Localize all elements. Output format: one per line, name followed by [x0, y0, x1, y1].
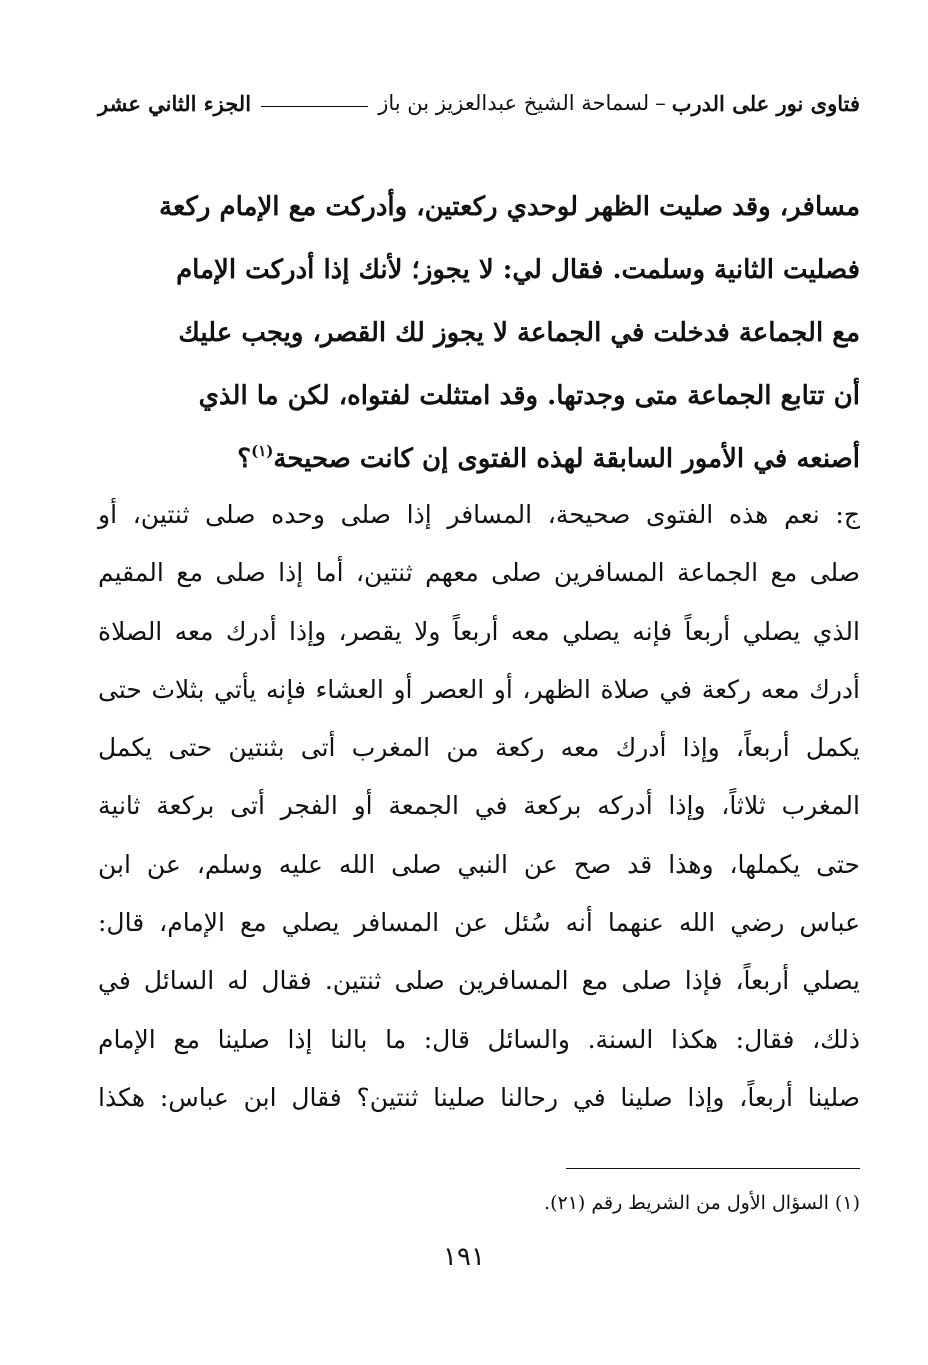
answer-text — [98, 486, 860, 1127]
answer-line: عباس رضي الله عنهما أنه سُئل عن المسافر يصلي مع الإمام، قال: — [98, 908, 860, 938]
question-last-line — [98, 428, 860, 491]
footnote: (١) السؤال الأول من الشريط رقم (٢١). — [544, 1192, 860, 1214]
question-line: مع الجماعة فدخلت في الجماعة لا يجوز لك القصر، ويجب عليك — [178, 318, 860, 348]
running-header — [98, 86, 860, 120]
page-number: ١٩١ — [443, 1242, 485, 1272]
question-line: مسافر، وقد صليت الظهر لوحدي ركعتين، وأدركت مع الإمام ركعة — [159, 192, 860, 222]
answer-line: الذي يصلي أربعاً فإنه يصلي معه أربعاً ولا يقصر، وإذا أدرك معه الصلاة — [98, 616, 860, 646]
author-name: لسماحة الشيخ عبدالعزيز بن باز — [378, 91, 650, 115]
volume-label: الجزء الثاني عشر — [98, 90, 252, 116]
answer-line: ذلك، فقال: هكذا السنة. والسائل قال: ما بالنا إذا صلينا مع الإمام — [98, 1024, 860, 1054]
answer-line: أدرك معه ركعة في صلاة الظهر، أو العصر أو العشاء فإنه يأتي بثلاث حتى — [98, 674, 860, 704]
answer-line: ج: نعم هذه الفتوى صحيحة، المسافر إذا صلى وحده صلى ثنتين، أو — [98, 500, 860, 529]
question-line-text: أصنعه في الأمور السابقة لهذه الفتوى إن كانت صحيحة — [273, 444, 860, 474]
book-title: فتاوى نور على الدرب — [671, 90, 860, 116]
answer-line: حتى يكملها، وهذا قد صح عن النبي صلى الله عليه وسلم، عن ابن — [98, 849, 860, 879]
footnote-reference: (١) — [251, 442, 274, 460]
answer-line: صلى مع الجماعة المسافرين صلى معهم ثنتين، أما إذا صلى مع المقيم — [98, 558, 860, 588]
question-line: أن تتابع الجماعة متى وجدتها. وقد امتثلت لفتواه، لكن ما الذي — [198, 381, 860, 411]
question-line: فصليت الثانية وسلمت. فقال لي: لا يجوز؛ لأنك إذا أدركت الإمام — [176, 255, 860, 285]
title-separator: – — [655, 91, 666, 115]
footnote-divider — [566, 1168, 860, 1169]
question-text — [98, 176, 860, 491]
answer-line: يكمل أربعاً، وإذا أدرك معه ركعة من المغرب أتى بثنتين حتى يكمل — [98, 733, 860, 763]
answer-line: صلينا أربعاً، وإذا صلينا في رحالنا صلينا ثنتين؟ فقال ابن عباس: هكذا — [98, 1082, 860, 1112]
answer-line: المغرب ثلاثاً، وإذا أدركه بركعة في الجمعة أو الفجر أتى بركعة ثانية — [98, 791, 860, 821]
question-mark: ؟ — [237, 444, 252, 474]
answer-line: يصلي أربعاً، فإذا صلى مع المسافرين صلى ثنتين. فقال له السائل في — [98, 966, 860, 996]
header-rule — [261, 106, 368, 107]
